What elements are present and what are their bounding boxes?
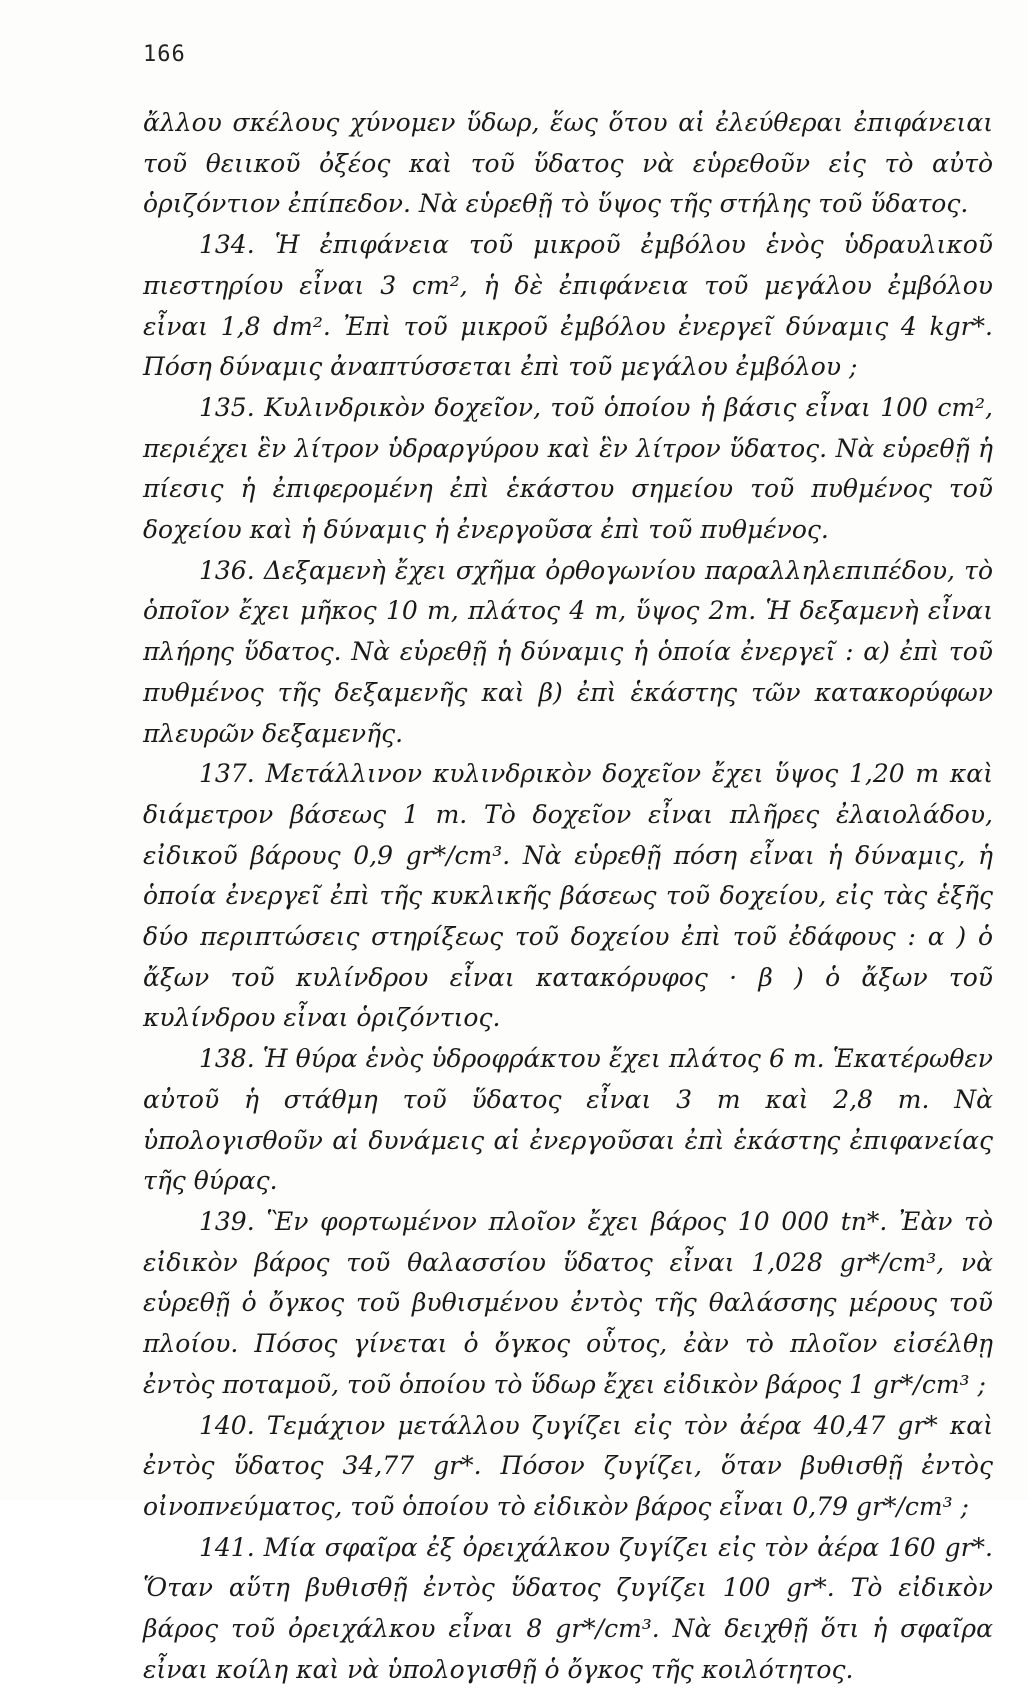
paragraph-text: ἄλλου σκέλους χύνομεν ὕδωρ, ἕως ὅτου αἱ ἐλεύθεραι ἐπιφάνειαι τοῦ θειικοῦ ὀξέος καὶ τοῦ ὕδατος νὰ εὑρεθοῦν εἰς τὸ αὐτὸ ὁριζόντιον ἐπίπεδον. Νὰ εὑρεθῇ τὸ ὕψος τῆς στήλης τοῦ ὕδατος. — [143, 108, 993, 219]
problem-140 — [143, 1406, 993, 1528]
problem-text: Ἡ ἐπιφάνεια τοῦ μικροῦ ἐμβόλου ἑνὸς ὑδραυλικοῦ πιεστηρίου εἶναι 3 cm², ἡ δὲ ἐπιφάνεια τοῦ μεγάλου ἐμβόλου εἶναι 1,8 dm². Ἐπὶ τοῦ μικροῦ ἐμβόλου ἐνεργεῖ δύναμις 4 kgr*. Πόση δύναμις ἀναπτύσσεται ἐπὶ τοῦ μεγάλου ἐμβόλου ; — [143, 230, 993, 382]
problem-number: 140. — [199, 1410, 255, 1440]
problem-139 — [143, 1202, 993, 1406]
problem-number: 136. — [199, 555, 255, 585]
problem-number: 141. — [199, 1532, 255, 1562]
problem-number: 135. — [199, 392, 255, 422]
problem-number: 138. — [199, 1044, 255, 1074]
problem-text: Μετάλλινον κυλινδρικὸν δοχεῖον ἔχει ὕψος 1,20 m καὶ διάμετρον βάσεως 1 m. Τὸ δοχεῖον εἶναι πλῆρες ἐλαιολάδου, εἰδικοῦ βάρους 0,9 gr*/cm³. Νὰ εὑρεθῇ πόση εἶναι ἡ δύναμις, ἡ ὁποία ἐνεργεῖ ἐπὶ τῆς κυκλικῆς βάσεως τοῦ δοχείου, εἰς τὰς ἑξῆς δύο περιπτώσεις στηρίξεως τοῦ δοχείου ἐπὶ τοῦ ἐδάφους : α ) ὁ ἄξων τοῦ κυλίνδρου εἶναι κατακόρυφος · β ) ὁ ἄξων τοῦ κυλίνδρου εἶναι ὁριζόντιος. — [143, 759, 993, 1033]
problem-134 — [143, 225, 993, 388]
problem-number: 137. — [199, 759, 255, 789]
problem-137 — [143, 754, 993, 1039]
page-number: 166 — [143, 42, 186, 67]
problem-text: Τεμάχιον μετάλλου ζυγίζει εἰς τὸν ἀέρα 40,47 gr* καὶ ἐντὸς ὕδατος 34,77 gr*. Πόσον ζυγίζει, ὅταν βυθισθῇ ἐντὸς οἰνοπνεύματος, τοῦ ὁποίου τὸ εἰδικὸν βάρος εἶναι 0,79 gr*/cm³ ; — [143, 1410, 993, 1521]
problem-text: Ἡ θύρα ἑνὸς ὑδροφράκτου ἔχει πλάτος 6 m. Ἑκατέρωθεν αὐτοῦ ἡ στάθμη τοῦ ὕδατος εἶναι 3 m καὶ 2,8 m. Νὰ ὑπολογισθοῦν αἱ δυνάμεις αἱ ἐνεργοῦσαι ἐπὶ ἑκάστης ἐπιφανείας τῆς θύρας. — [143, 1044, 993, 1196]
problem-138 — [143, 1039, 993, 1202]
problem-141 — [143, 1528, 993, 1690]
continued-paragraph — [143, 103, 993, 225]
problem-text: Ἓν φορτωμένον πλοῖον ἔχει βάρος 10 000 tn*. Ἐὰν τὸ εἰδικὸν βάρος τοῦ θαλασσίου ὕδατος εἶναι 1,028 gr*/cm³, νὰ εὑρεθῇ ὁ ὄγκος τοῦ βυθισμένου ἐντὸς τῆς θαλάσσης μέρους τοῦ πλοίου. Πόσος γίνεται ὁ ὄγκος οὗτος, ἐὰν τὸ πλοῖον εἰσέλθῃ ἐντὸς ποταμοῦ, τοῦ ὁποίου τὸ ὕδωρ ἔχει εἰδικὸν βάρος 1 gr*/cm³ ; — [143, 1206, 993, 1399]
problem-text: Μία σφαῖρα ἐξ ὀρειχάλκου ζυγίζει εἰς τὸν ἀέρα 160 gr*. Ὅταν αὕτη βυθισθῇ ἐντὸς ὕδατος ζυγίζει 100 gr*. Τὸ εἰδικὸν βάρος τοῦ ὀρειχάλκου εἶναι 8 gr*/cm³. Νὰ δειχθῇ ὅτι ἡ σφαῖρα εἶναι κοίλη καὶ νὰ ὑπολογισθῇ ὁ ὄγκος τῆς κοιλότητος. — [143, 1532, 993, 1684]
problem-135 — [143, 388, 993, 551]
problem-136 — [143, 551, 993, 755]
problem-text: Δεξαμενὴ ἔχει σχῆμα ὀρθογωνίου παραλληλεπιπέδου, τὸ ὁποῖον ἔχει μῆκος 10 m, πλάτος 4 m, ὕψος 2m. Ἡ δεξαμενὴ εἶναι πλήρης ὕδατος. Νὰ εὑρεθῇ ἡ δύναμις ἡ ὁποία ἐνεργεῖ : α) ἐπὶ τοῦ πυθμένος τῆς δεξαμενῆς καὶ β) ἐπὶ ἑκάστης τῶν κατακορύφων πλευρῶν δεξαμενῆς. — [143, 555, 993, 748]
problem-number: 134. — [199, 230, 255, 260]
body-text — [143, 103, 993, 1690]
problem-text: Κυλινδρικὸν δοχεῖον, τοῦ ὁποίου ἡ βάσις εἶναι 100 cm², περιέχει ἓν λίτρον ὑδραργύρου καὶ ἓν λίτρον ὕδατος. Νὰ εὑρεθῇ ἡ πίεσις ἡ ἐπιφερομένη ἐπὶ ἑκάστου σημείου τοῦ πυθμένος τοῦ δοχείου καὶ ἡ δύναμις ἡ ἐνεργοῦσα ἐπὶ τοῦ πυθμένος. — [143, 392, 993, 545]
problem-number: 139. — [199, 1206, 255, 1236]
